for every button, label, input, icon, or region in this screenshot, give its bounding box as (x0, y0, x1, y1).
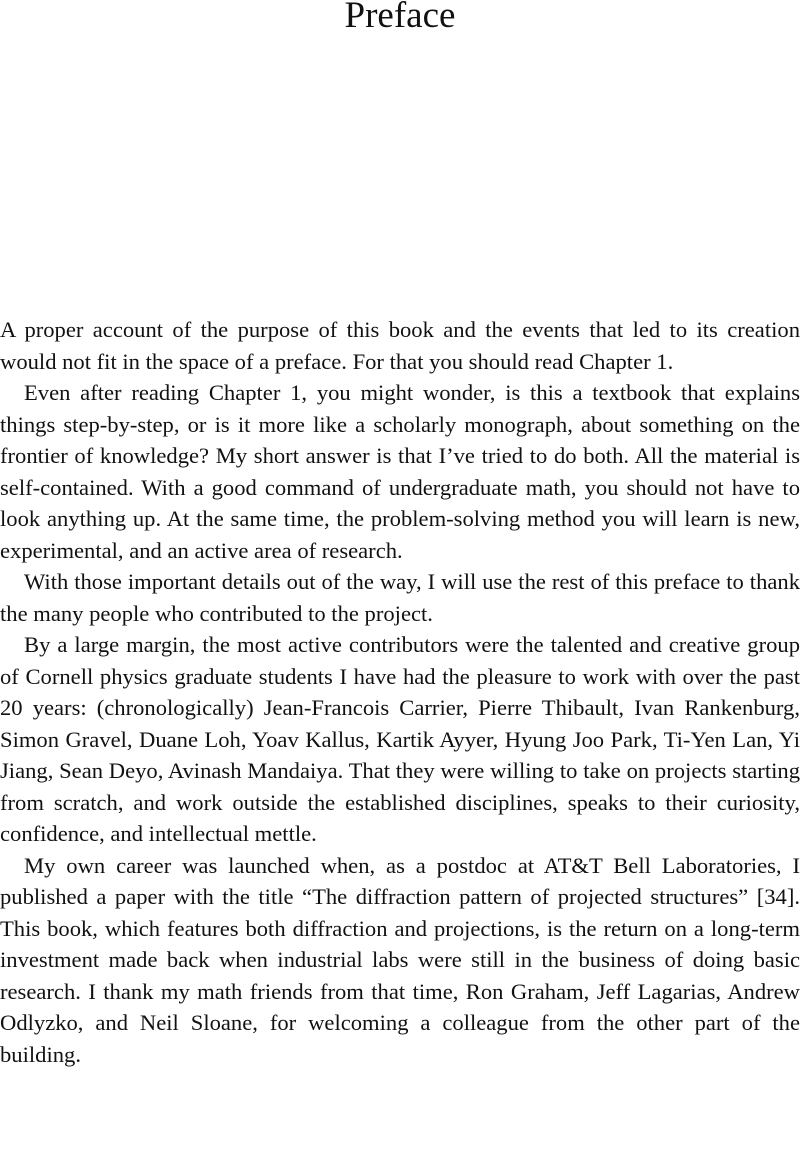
paragraph-1: A proper account of the purpose of this book and the events that led to its creation would not fit in the space of a preface. For that you should read Chapter 1. (0, 317, 800, 374)
paragraph-5: My own career was launched when, as a postdoc at AT&T Bell Laboratories, I published a paper with the title “The diffraction pattern of projected structures” [34]. This book, which features both diffraction and projections, is the return on a long-term investment made back when industrial labs were still in the business of doing basic research. I thank my math friends from that time, Ron Graham, Jeff Lagarias, Andrew Odlyzko, and Neil Sloane, for welcoming a colleague from the other part of the building. (0, 852, 800, 1067)
paragraph-2: Even after reading Chapter 1, you might wonder, is this a textbook that explains things step-by-step, or is it more like a scholarly monograph, about something on the frontier of knowledge? My short answer is that I’ve tried to do both. All the material is self-contained. With a good command of undergraduate math, you should not have to look anything up. At the same time, the problem-solving method you will learn is new, experimental, and an active area of research. (0, 380, 800, 563)
paragraph-3: With those important details out of the way, I will use the rest of this preface to thank the many people who contributed to the project. (0, 569, 800, 626)
preface-body (0, 314, 800, 1070)
page-title: Preface (344, 0, 456, 36)
paragraph-4: By a large margin, the most active contributors were the talented and creative group of Cornell physics graduate students I have had the pleasure to work with over the past 20 years: (chronologically) Jean-Francois Carrier, Pierre Thibault, Ivan Rankenburg, Simon Gravel, Duane Loh, Yoav Kallus, Kartik Ayyer, Hyung Joo Park, Ti-Yen Lan, Yi Jiang, Sean Deyo, Avinash Mandaiya. That they were willing to take on projects starting from scratch, and work outside the established disciplines, speaks to their curiosity, confidence, and intellectual mettle. (0, 632, 800, 846)
